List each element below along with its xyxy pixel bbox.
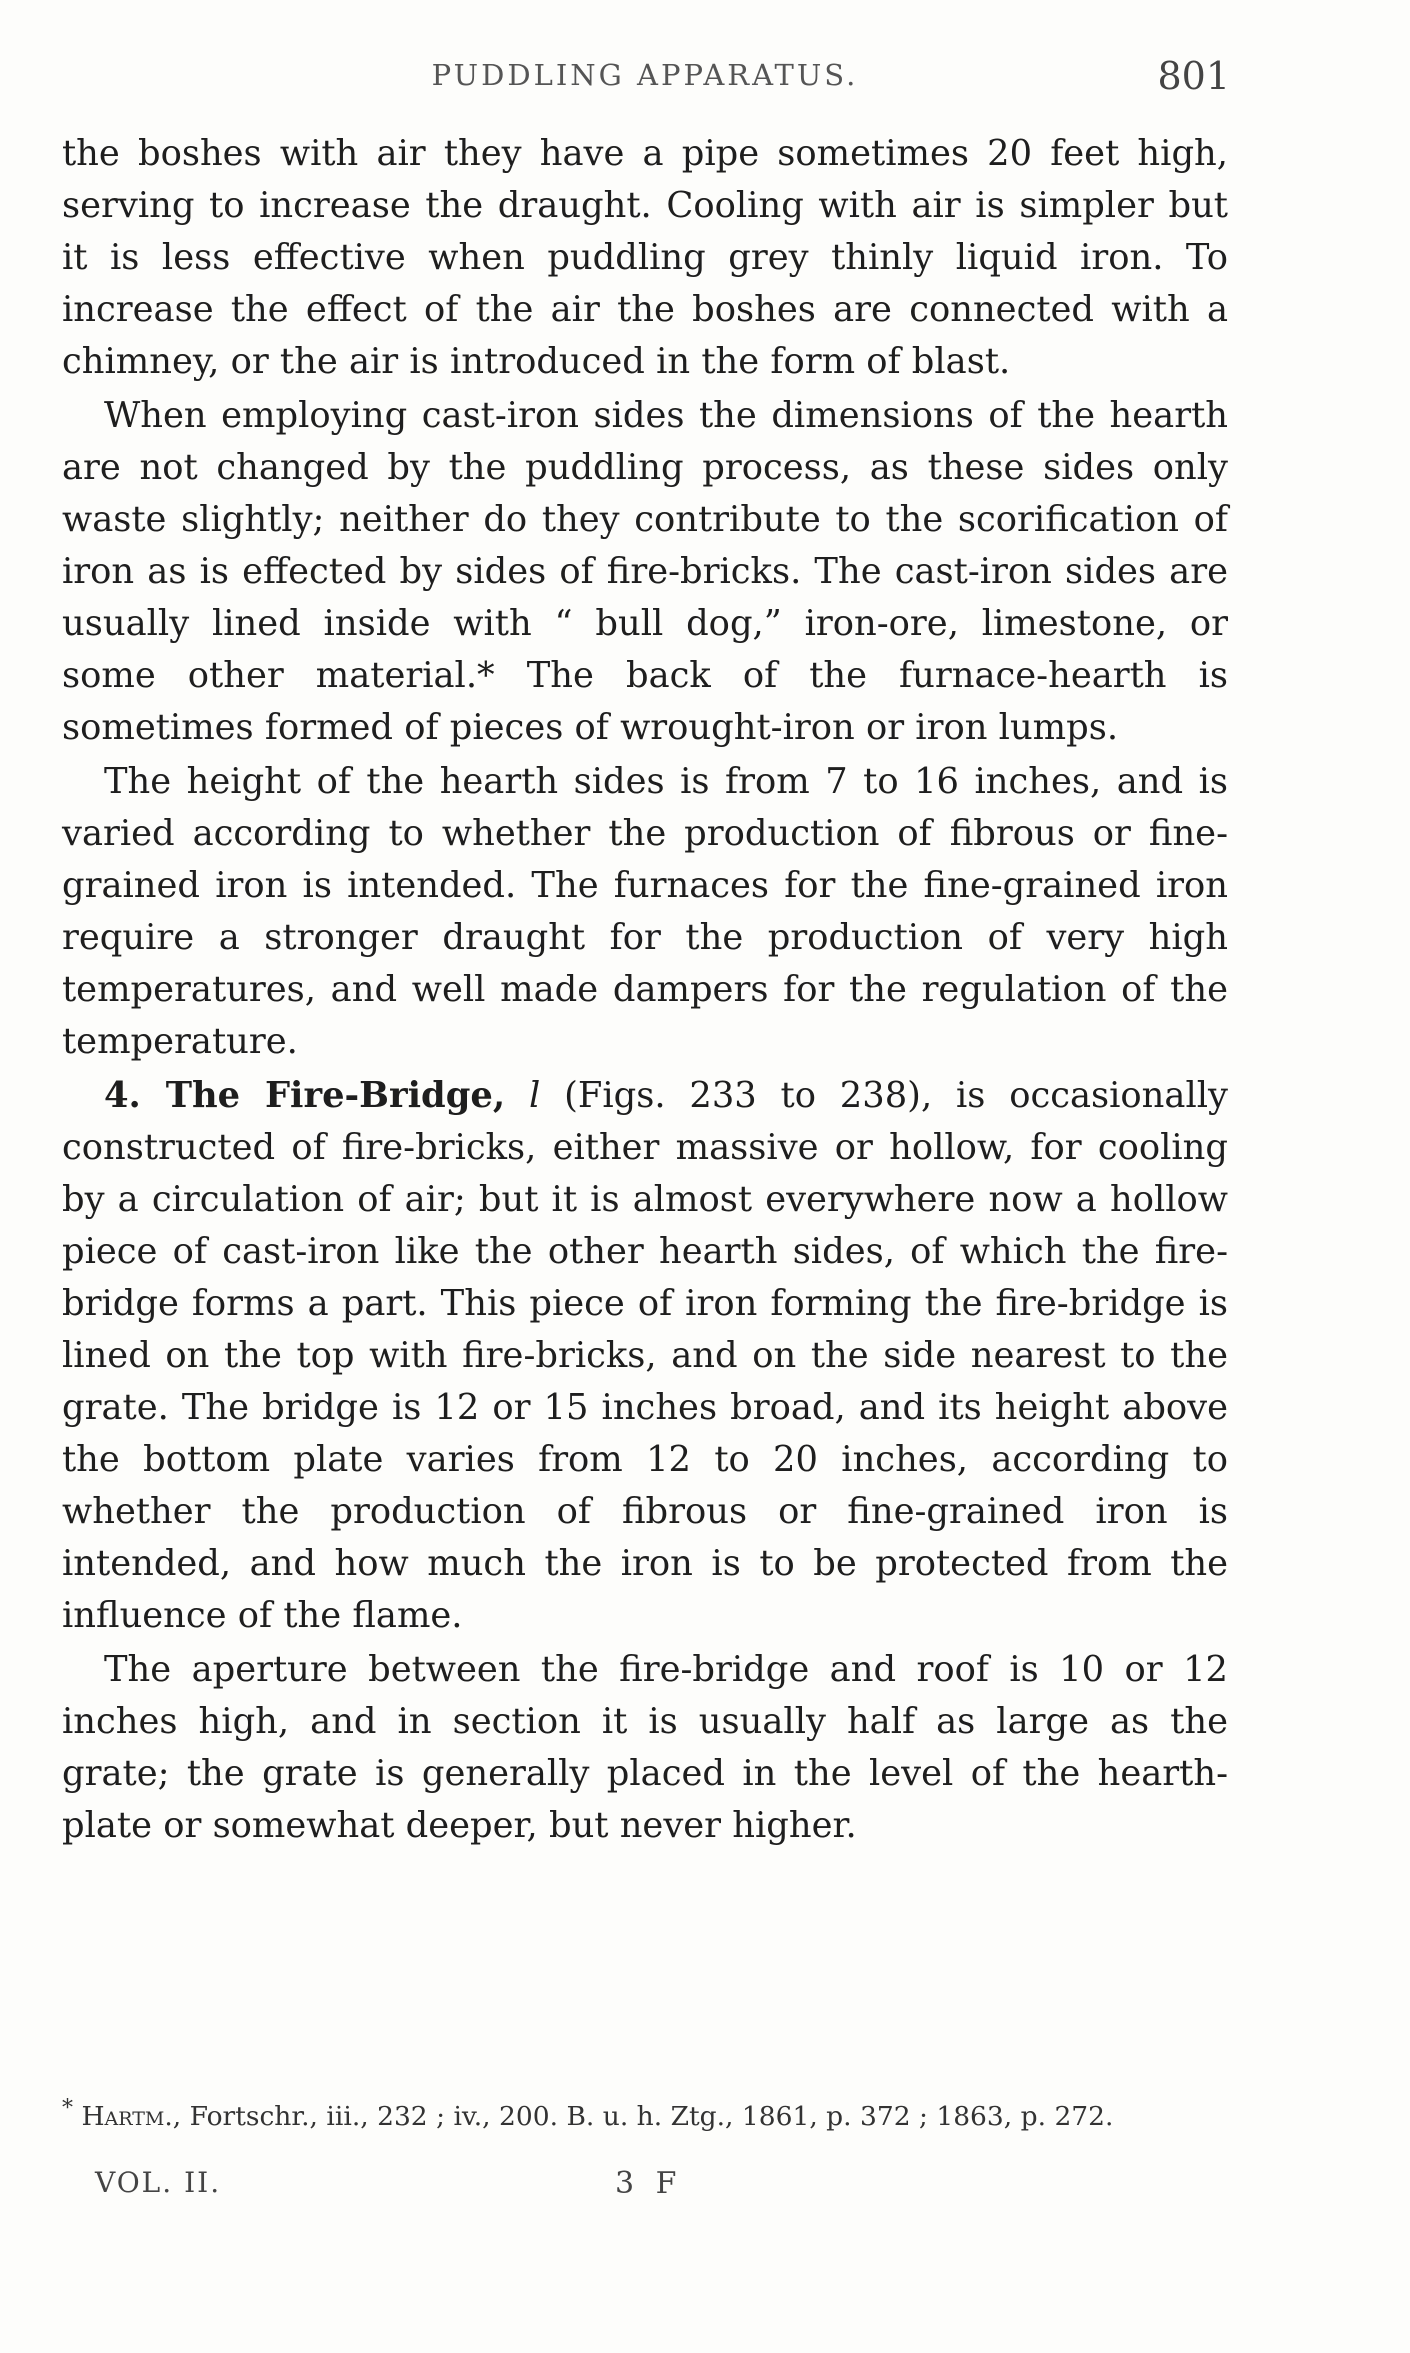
footnote-author: Hartm. [81,2100,173,2132]
volume-label: VOL. II. [95,2166,222,2199]
footnote-text: , Fortschr., iii., 232 ; iv., 200. B. u. h. Ztg., 1861, p. 372 ; 1863, p. 272. [172,2100,1114,2132]
running-head [60,54,1230,98]
fire-bridge-text: (Figs. 233 to 238), is occasionally constructed of fire-bricks, either massive or hollow, for cooling by a circulation of air; but it is almost everywhere now a hollow piece of cast-iron like the other hearth sides, of which the fire-bridge forms a part. This piece of iron forming the fire-bridge is lined on the top with fire-bricks, and on the side nearest to the grate. The bridge is 12 or 15 inches broad, and its height above the bottom plate varies from 12 to 20 inches, according to whether the production of fibrous or fine-grained iron is intended, and how much the iron is to be protected from the influence of the flame. [62,1075,1228,1636]
printer-signature [95,2166,795,2210]
section-heading-fire-bridge: 4. The Fire-Bridge, [104,1075,506,1116]
signature-mark: 3 F [615,2166,683,2201]
footnote [62,2088,1228,2138]
paragraph-aperture: The aperture between the fire-bridge and roof is 10 or 12 inches high, and in section it is usually half as large as the grate; the grate is generally placed in the level of the hearth-plate or somewhat deeper, but never higher. [62,1649,1228,1846]
paragraph-cast-iron-sides: When employing cast-iron sides the dimensions of the hearth are not changed by the puddling process, as these sides only waste slightly; neither do they contribute to the scorification of iron as is effected by sides of fire-bricks. The cast-iron sides are usually lined inside with “ bull dog,” iron-ore, limestone, or some other material.* The back of the furnace-hearth is sometimes formed of pieces of wrought-iron or iron lumps. [62,395,1228,748]
figure-letter: l [528,1075,541,1116]
paragraph-fire-bridge [62,1070,1228,1642]
footnote-marker: * [62,2096,73,2121]
paragraph-hearth-height: The height of the hearth sides is from 7 to 16 inches, and is varied according to whether the production of fibrous or fine-grained iron is intended. The furnaces for the fine-grained iron require a stronger draught for the production of very high temperatures, and well made dampers for the regulation of the temperature. [62,761,1228,1062]
running-title: PUDDLING APPARATUS. [431,58,859,92]
paragraph-boshes-cooling: the boshes with air they have a pipe sometimes 20 feet high, serving to increase the draught. Cooling with air is simpler but it is less effective when puddling grey thinly liquid iron. To increase the effect of the air the boshes are connected with a chimney, or the air is introduced in the form of blast. [62,133,1228,382]
page-number: 801 [1157,54,1230,98]
body-text [62,128,1228,1854]
